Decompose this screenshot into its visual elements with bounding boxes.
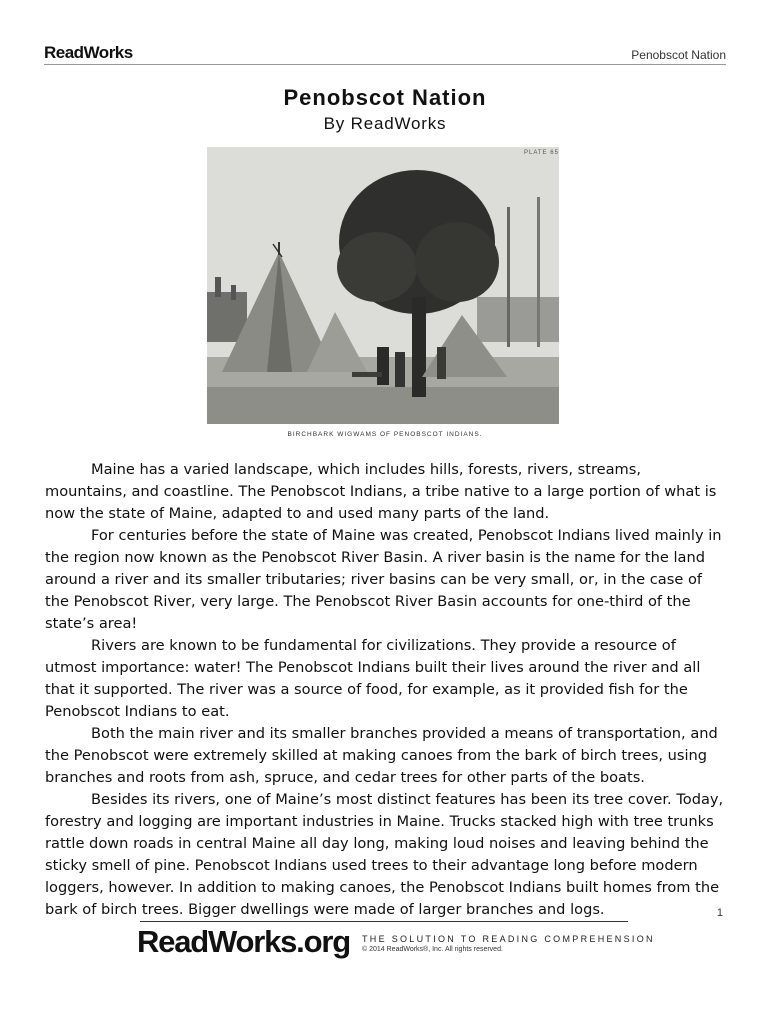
paragraph: For centuries before the state of Maine was created, Penobscot Indians lived mainly in the region now known as the Penobscot River Basin. A river basin is the name for the land around a river and its smaller tributaries; river basins can be very small, or, in the case of the Penobscot River, very large. The Penobscot River Basin accounts for one-third of the state’s area! (45, 527, 722, 632)
page-number: 1 (716, 907, 723, 919)
article-byline: By ReadWorks (323, 114, 447, 133)
footer-logo: ReadWorks.org (137, 924, 350, 959)
article-title: Penobscot Nation (283, 85, 487, 110)
header-rule (44, 64, 726, 65)
footer-tagline: THE SOLUTION TO READING COMPREHENSION (362, 934, 655, 944)
paragraph: Besides its rivers, one of Maine’s most distinct features has been its tree cover. Today, forestry and logging are important industries in Maine. Trucks stacked high with tree trunks rattle down roads in central Maine all day long, making loud noises and leaving behind the sticky smell of pine. Penobscot Indians used trees to their advantage long before modern loggers, however. In addition to making canoes, the Penobscot Indians built homes from the bark of birch trees. Bigger dwellings were made of larger branches and logs. (45, 791, 724, 918)
running-title: Penobscot Nation (631, 48, 726, 62)
paragraph: Maine has a varied landscape, which includes hills, forests, rivers, streams, mountains, and coastline. The Penobscot Indians, a tribe native to a large portion of what is now the state of Maine, adapted to and used many parts of the land. (45, 461, 717, 522)
wigwams-photo (207, 147, 559, 424)
plate-label: PLATE 65 (524, 150, 559, 156)
article-body (45, 459, 725, 921)
photo-caption: BIRCHBARK WIGWAMS OF PENOBSCOT INDIANS. (287, 431, 483, 438)
footer-copyright: © 2014 ReadWorks®, Inc. All rights reserved. (362, 946, 503, 953)
paragraph: Rivers are known to be fundamental for civilizations. They provide a resource of utmost importance: water! The Penobscot Indians built their lives around the river and all that it supported. The river was a source of food, for example, as it provided fish for the Penobscot Indians to eat. (45, 637, 701, 720)
paragraph: Both the main river and its smaller branches provided a means of transportation, and the Penobscot were extremely skilled at making canoes from the bark of birch trees, using branches and roots from ash, spruce, and cedar trees for other parts of the boats. (45, 725, 718, 786)
footer-rule (140, 921, 628, 922)
readworks-logo: ReadWorks (44, 43, 133, 62)
